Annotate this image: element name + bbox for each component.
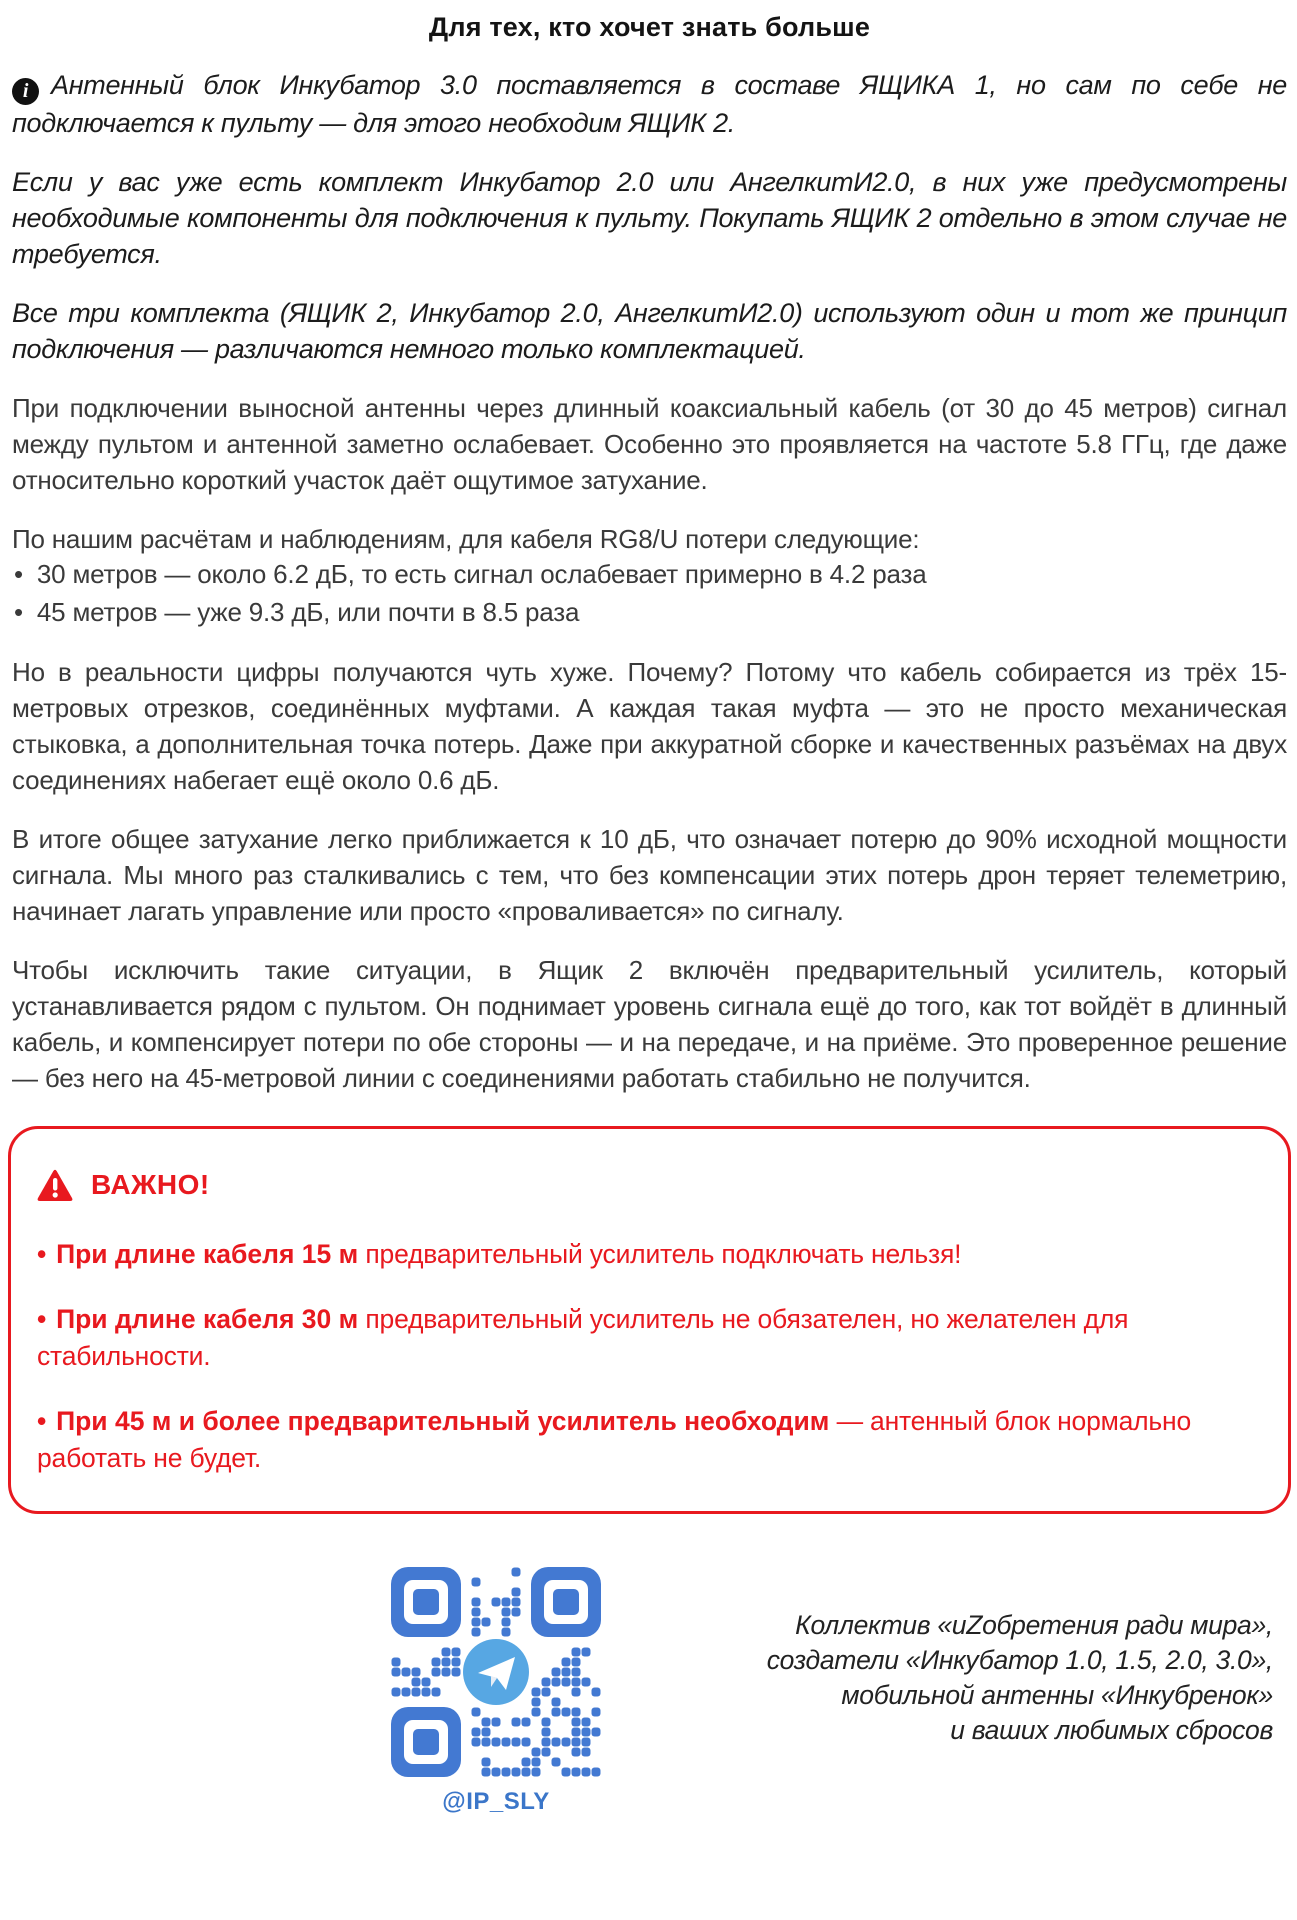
qr-column bbox=[390, 1566, 602, 1816]
warning-triangle-icon bbox=[37, 1169, 73, 1202]
warning-header bbox=[37, 1169, 1258, 1202]
warning-box bbox=[8, 1126, 1291, 1514]
credits-block bbox=[602, 1566, 1287, 1816]
paragraph-solution: Чтобы исключить такие ситуации, в Ящик 2 включён предварительный усилитель, который устанавливается рядом с пультом. Он поднимает уровень сигнала ещё до того, как тот войдёт в длинный кабель, и компенсирует потери по обе стороны — и на передаче, и на приёме. Это проверенное решение — без него на 45-метровой линии с соединениями работать стабильно не получится. bbox=[12, 954, 1287, 1093]
warning-heading: ВАЖНО! bbox=[91, 1169, 210, 1200]
note-text: Антенный блок Инкубатор 3.0 поставляется в составе ЯЩИКА 1, но сам по себе не подключается к пульту — для этого необходим ЯЩИК 2. bbox=[12, 70, 1287, 138]
bullet: • bbox=[37, 1238, 47, 1269]
footer bbox=[12, 1566, 1287, 1816]
page-title: Для тех, кто хочет знать больше bbox=[428, 12, 871, 42]
telegram-qr-code bbox=[390, 1566, 602, 1778]
warning-item-15m: • При длине кабеля 15 м предварительный усилитель подключать нельзя! bbox=[37, 1238, 962, 1269]
losses-intro: По нашим расчётам и наблюдениям, для кабеля RG8/U потери следующие: bbox=[12, 523, 920, 554]
paragraph-kits: Если у вас уже есть комплект Инкубатор 2.0 или АнгелкитИ2.0, в них уже предусмотрены необходимые компоненты для подключения к пульту. Покупать ЯЩИК 2 отдельно в этом случае не требуется. bbox=[12, 166, 1287, 269]
bullet: • bbox=[37, 1303, 47, 1334]
info-icon: i bbox=[12, 78, 39, 105]
telegram-handle: @IP_SLY bbox=[442, 1787, 550, 1815]
warning-item-45m: • При 45 м и более предварительный усилитель необходим — антенный блок нормально работать не будет. bbox=[37, 1405, 1192, 1473]
credits-line: создатели «Инкубатор 1.0, 1.5, 2.0, 3.0», bbox=[766, 1644, 1273, 1675]
bullet: • bbox=[37, 1405, 47, 1436]
losses-list bbox=[14, 555, 1287, 631]
warning-item-30m: • При длине кабеля 30 м предварительный усилитель не обязателен, но желателен для стабильности. bbox=[37, 1303, 1129, 1371]
losses-item-30m: • 30 метров — около 6.2 дБ, то есть сигнал ослабевает примерно в 4.2 раза bbox=[14, 555, 1287, 593]
paragraph-reality: Но в реальности цифры получаются чуть хуже. Почему? Потому что кабель собирается из трёх 15-метровых отрезков, соединённых муфтами. А каждая такая муфта — это не просто механическая стыковка, а дополнительная точка потерь. Даже при аккуратной сборке и качественных разъёмах на двух соединениях набегает ещё около 0.6 дБ. bbox=[12, 656, 1287, 795]
losses-item-45m: • 45 метров — уже 9.3 дБ, или почти в 8.5 раза bbox=[14, 593, 1287, 631]
note-paragraph bbox=[12, 67, 1287, 141]
credits-line: мобильной антенны «Инкубренок» bbox=[841, 1679, 1273, 1710]
paragraph-total: В итоге общее затухание легко приближается к 10 дБ, что означает потерю до 90% исходной мощности сигнала. Мы много раз сталкивались с тем, что без компенсации этих потерь дрон теряет телеметрию, начинает лагать управление или просто «проваливается» по сигналу. bbox=[12, 823, 1287, 926]
paragraph-three-kits: Все три комплекта (ЯЩИК 2, Инкубатор 2.0, АнгелкитИ2.0) используют один и тот же принцип подключения — различаются немного только комплектацией. bbox=[12, 297, 1287, 364]
credits-line: Коллектив «иZобретения ради мира», bbox=[795, 1609, 1273, 1640]
credits-line: и ваших любимых сбросов bbox=[950, 1714, 1273, 1745]
paragraph-cable: При подключении выносной антенны через длинный коаксиальный кабель (от 30 до 45 метров) сигнал между пультом и антенной заметно ослабевает. Особенно это проявляется на частоте 5.8 ГГц, где даже относительно короткий участок даёт ощутимое затухание. bbox=[12, 392, 1287, 495]
